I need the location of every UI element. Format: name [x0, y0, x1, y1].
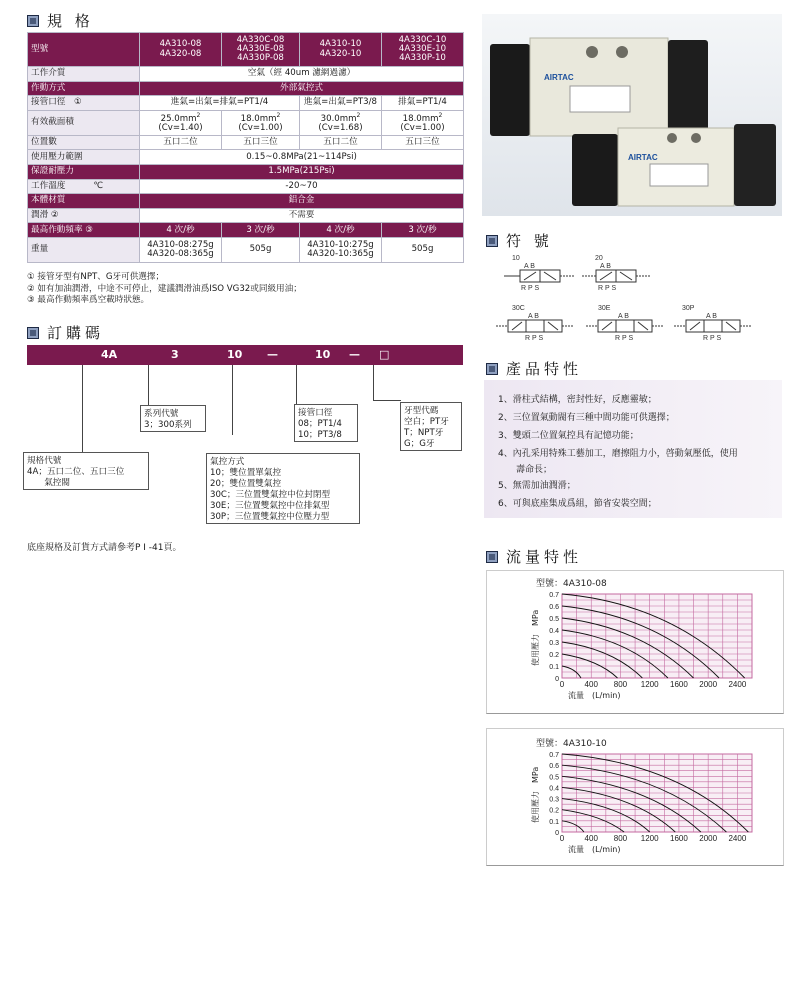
- header-col-2: 4A330C-08 4A330E-08 4A330P-08: [222, 33, 300, 67]
- symbol-section-title: [486, 230, 553, 251]
- y-tick-label: 0: [555, 830, 559, 837]
- x-tick-label: 1600: [670, 834, 688, 843]
- row-value: 505g: [382, 237, 464, 262]
- row-value: 505g: [222, 237, 300, 262]
- row-label: 潤滑 ②: [28, 208, 140, 223]
- row-value: $25.0mm^2$ (Cv=1.40): [140, 110, 222, 135]
- row-value: 外部氣控式: [140, 81, 464, 96]
- row-value: 4A310-08:275g 4A320-08:365g: [140, 237, 222, 262]
- control-code-row: 30C；三位置雙氣控中位封閉型: [210, 490, 331, 500]
- section-bullet-icon: [27, 327, 39, 339]
- control-code-title: 氣控方式: [207, 454, 359, 468]
- flow-chart-1: [528, 588, 768, 708]
- row-label: 有效截面積: [28, 110, 140, 135]
- x-tick-label: 1200: [640, 834, 659, 843]
- control-code-row: 20；雙位置雙氣控: [210, 479, 282, 489]
- code-part: □: [379, 348, 390, 361]
- row-value: 五口二位: [140, 135, 222, 150]
- svg-text:A B: A B: [600, 263, 611, 270]
- brand-label: AIRTAC: [628, 153, 658, 162]
- order-section-title: [27, 322, 104, 343]
- row-value: 1.5MPa(215Psi): [140, 164, 464, 179]
- x-tick-label: 2400: [728, 834, 747, 843]
- y-tick-label: 0.2: [549, 652, 559, 659]
- row-value: 空氣（經 40um 濾網過濾）: [140, 67, 464, 82]
- row-value: 3 次/秒: [222, 223, 300, 238]
- svg-text:R P S: R P S: [598, 285, 617, 292]
- spec-section-title: [27, 10, 94, 31]
- y-axis-label: 使用壓力 MPa: [531, 609, 540, 666]
- x-tick-label: 0: [559, 834, 565, 843]
- row-value: $18.0mm^2$ (Cv=1.00): [382, 110, 464, 135]
- order-footer-note: 底座規格及訂貨方式請參考P I -41頁。: [27, 543, 182, 553]
- row-value: 排氣=PT1/4: [382, 96, 464, 111]
- symbol-label-20: 20: [595, 255, 603, 262]
- feature-item: 壽命長；: [498, 465, 553, 475]
- y-tick-label: 0.4: [549, 785, 559, 793]
- note-3: ③ 最高作動頻率爲空載時狀態。: [27, 295, 150, 305]
- y-tick-label: 0.3: [549, 796, 559, 804]
- control-code-row: 30E；三位置雙氣控中位排氣型: [210, 501, 330, 511]
- control-code-row: 30P；三位置雙氣控中位壓力型: [210, 512, 330, 522]
- port-code-box: [294, 404, 358, 442]
- spec-code-row: 4A；五口二位、五口三位: [27, 467, 125, 477]
- y-tick-label: 0: [555, 676, 559, 683]
- product-photo: [482, 14, 782, 216]
- spec-header-row: [28, 33, 464, 67]
- x-tick-label: 800: [613, 680, 628, 689]
- feature-item: 4、內孔采用特殊工藝加工，磨擦阻力小，啓動氣壓低，使用: [498, 449, 738, 459]
- section-bullet-icon: [486, 551, 498, 563]
- row-label: 位置數: [28, 135, 140, 150]
- header-col-3: 4A310-10 4A320-10: [300, 33, 382, 67]
- x-tick-label: 2000: [699, 680, 718, 689]
- header-col-4: 4A330C-10 4A330E-10 4A330P-10: [382, 33, 464, 67]
- row-value: 3 次/秒: [382, 223, 464, 238]
- x-tick-label: 1600: [670, 680, 688, 689]
- row-label: 接管口徑 ①: [28, 96, 140, 111]
- thread-code-row: 空白；PT牙: [404, 417, 449, 427]
- feature-item: 1、滑柱式結構，密封性好，反應靈敏；: [498, 395, 657, 405]
- feature-item: 2、三位置氣動閥有三種中間功能可供選擇；: [498, 413, 675, 423]
- y-tick-label: 0.5: [549, 774, 559, 782]
- y-axis-label: 使用壓力 MPa: [531, 766, 540, 823]
- flow-title-text: 流量特性: [506, 548, 583, 566]
- x-tick-label: 2400: [728, 680, 747, 689]
- feature-item: 3、雙頭二位置氣控具有記憶功能；: [498, 431, 639, 441]
- spec-table: [27, 32, 464, 263]
- row-label: 作動方式: [28, 81, 140, 96]
- control-code-row: 10；雙位置單氣控: [210, 468, 282, 478]
- section-bullet-icon: [486, 235, 498, 247]
- row-value: $18.0mm^2$ (Cv=1.00): [222, 110, 300, 135]
- thread-code-title: 牙型代碼: [401, 403, 461, 417]
- section-bullet-icon: [27, 15, 39, 27]
- svg-text:A B: A B: [706, 313, 717, 320]
- feature-item: 5、無需加油潤滑；: [498, 481, 576, 491]
- symbol-10: [504, 263, 574, 292]
- row-value: 4A310-10:275g 4A320-10:365g: [300, 237, 382, 262]
- row-label: 本體材質: [28, 194, 140, 209]
- code-part: 4A: [101, 348, 118, 361]
- series-code-box: [140, 405, 206, 432]
- row-value: 0.15~0.8MPa(21~114Psi): [140, 150, 464, 165]
- thread-code-box: [400, 402, 462, 451]
- valve-photo-illustration: [482, 14, 782, 216]
- symbol-label-30p: 30P: [682, 305, 695, 312]
- code-part: 3: [171, 348, 179, 361]
- svg-text:A B: A B: [528, 313, 539, 320]
- row-value: 鋁合金: [140, 194, 464, 209]
- row-value: 五口三位: [222, 135, 300, 150]
- row-label: 最高作動頻率 ③: [28, 223, 140, 238]
- code-part: 10: [315, 348, 331, 361]
- note-1: ① 接管牙型有NPT、G牙可供選擇；: [27, 272, 165, 282]
- x-tick-label: 800: [613, 834, 628, 843]
- port-code-title: 接管口徑: [295, 405, 357, 419]
- valve-symbols: [490, 252, 780, 352]
- row-value: 4 次/秒: [140, 223, 222, 238]
- features-title-text: 產品特性: [506, 360, 583, 378]
- symbol-30c: [496, 313, 574, 342]
- y-tick-label: 0.2: [549, 807, 559, 815]
- row-value: 五口二位: [300, 135, 382, 150]
- row-value: 不需要: [140, 208, 464, 223]
- svg-text:A B: A B: [618, 313, 629, 320]
- y-tick-label: 0.4: [549, 628, 559, 635]
- flow-chart-2-model: 型號：4A310-10: [536, 739, 607, 749]
- thread-code-row: G；G牙: [404, 439, 435, 449]
- row-value: 五口三位: [382, 135, 464, 150]
- feature-item: 6、可與底座集成爲組，節省安裝空間；: [498, 499, 657, 509]
- table-row: [28, 194, 464, 209]
- row-value: 4 次/秒: [300, 223, 382, 238]
- x-axis-label: 流量 (L/min): [568, 691, 621, 700]
- section-bullet-icon: [486, 363, 498, 375]
- spec-title-text: 規 格: [47, 12, 94, 30]
- symbol-label-30c: 30C: [512, 305, 525, 312]
- table-row: [28, 110, 464, 135]
- x-tick-label: 2000: [699, 834, 718, 843]
- svg-text:A B: A B: [524, 263, 535, 270]
- port-code-row: 08；PT1/4: [298, 419, 342, 429]
- series-code-row: 3；300系列: [144, 420, 192, 430]
- note-2: ② 如有加油潤滑，中途不可停止，建議潤滑油爲ISO VG32或同級用油；: [27, 283, 302, 294]
- row-label: 使用壓力範圍: [28, 150, 140, 165]
- table-row: [28, 237, 464, 262]
- y-tick-label: 0.3: [549, 640, 559, 647]
- spec-code-row: 氣控閥: [27, 478, 70, 488]
- row-label: 重量: [28, 237, 140, 262]
- symbol-label-10: 10: [512, 255, 520, 262]
- table-row: [28, 179, 464, 194]
- symbol-title-text: 符 號: [506, 232, 553, 250]
- y-tick-label: 0.7: [549, 592, 559, 599]
- row-value: -20~70: [140, 179, 464, 194]
- row-value: 進氣=出氣=PT3/8: [300, 96, 382, 111]
- row-label: 保證耐壓力: [28, 164, 140, 179]
- table-row: [28, 135, 464, 150]
- table-row: [28, 150, 464, 165]
- table-row: [28, 96, 464, 111]
- symbol-30p: [674, 313, 752, 342]
- flow-chart-1-model: 型號：4A310-08: [536, 579, 607, 589]
- row-label: 工作溫度 ℃: [28, 179, 140, 194]
- series-code-title: 系列代號: [141, 406, 205, 420]
- control-code-box: [206, 453, 360, 524]
- x-axis-label: 流量 (L/min): [568, 845, 621, 854]
- x-tick-label: 0: [559, 680, 565, 689]
- flow-chart-2: [528, 748, 768, 862]
- code-part: —: [267, 348, 278, 361]
- spec-notes: [27, 272, 302, 307]
- table-row: [28, 223, 464, 238]
- symbol-label-30e: 30E: [598, 305, 611, 312]
- symbol-20: [582, 263, 650, 292]
- svg-text:R P S: R P S: [525, 335, 544, 342]
- code-part: 10: [227, 348, 243, 361]
- y-tick-label: 0.1: [549, 664, 559, 671]
- y-tick-label: 0.6: [549, 763, 559, 771]
- symbol-30e: [586, 313, 664, 342]
- y-tick-label: 0.6: [549, 604, 559, 611]
- features-box: [484, 380, 782, 518]
- row-value: 進氣=出氣=排氣=PT1/4: [140, 96, 300, 111]
- code-part: —: [349, 348, 360, 361]
- spec-code-box: [23, 452, 149, 490]
- thread-code-row: T；NPT牙: [404, 428, 444, 438]
- y-tick-label: 0.7: [549, 752, 559, 759]
- x-tick-label: 400: [584, 680, 598, 689]
- table-row: [28, 208, 464, 223]
- header-col-1: 4A310-08 4A320-08: [140, 33, 222, 67]
- y-tick-label: 0.5: [549, 616, 559, 623]
- y-tick-label: 0.1: [549, 818, 559, 826]
- row-value: $30.0mm^2$ (Cv=1.68): [300, 110, 382, 135]
- svg-text:R P S: R P S: [615, 335, 634, 342]
- features-section-title: [486, 358, 582, 379]
- row-label: 工作介質: [28, 67, 140, 82]
- x-tick-label: 400: [584, 834, 598, 843]
- svg-text:R P S: R P S: [703, 335, 722, 342]
- flow-section-title: [486, 546, 582, 567]
- port-code-row: 10；PT3/8: [298, 430, 342, 440]
- spec-code-title: 規格代號: [24, 453, 148, 467]
- order-title-text: 訂購碼: [47, 324, 105, 342]
- x-tick-label: 1200: [640, 680, 659, 689]
- table-row: [28, 164, 464, 179]
- table-row: [28, 67, 464, 82]
- header-label: 型號: [28, 33, 140, 67]
- svg-text:R P S: R P S: [521, 285, 540, 292]
- order-code-bar: [27, 345, 463, 365]
- table-row: [28, 81, 464, 96]
- brand-label: AIRTAC: [544, 73, 574, 82]
